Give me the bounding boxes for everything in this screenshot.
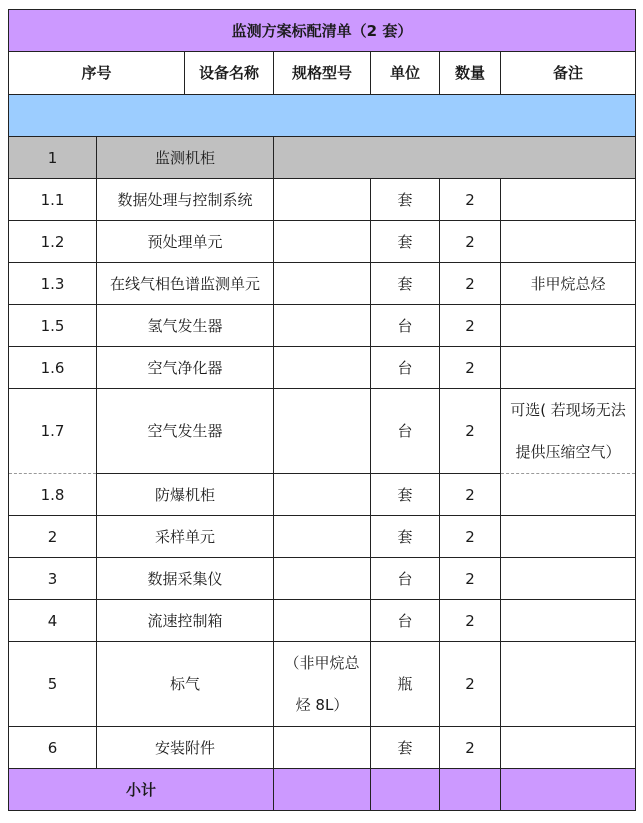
row-seq: 1.3 — [9, 263, 97, 305]
row-unit: 套 — [371, 516, 440, 558]
row-spec — [274, 179, 371, 221]
group-row — [9, 137, 636, 179]
row-spec — [274, 389, 371, 474]
row-note — [501, 727, 636, 769]
row-qty: 2 — [440, 179, 501, 221]
row-name: 空气净化器 — [97, 347, 274, 389]
row-name: 预处理单元 — [97, 221, 274, 263]
row-seq: 1.7 — [9, 389, 97, 474]
row-seq: 2 — [9, 516, 97, 558]
row-note — [501, 516, 636, 558]
table-row — [9, 179, 636, 221]
header-name: 设备名称 — [185, 52, 274, 95]
row-qty: 2 — [440, 558, 501, 600]
row-spec-line2: 烃 8L） — [295, 696, 349, 714]
row-unit: 套 — [371, 263, 440, 305]
row-note — [501, 558, 636, 600]
header-note: 备注 — [501, 52, 636, 95]
row-note — [501, 642, 636, 727]
subtotal-unit — [371, 769, 440, 811]
row-qty: 2 — [440, 347, 501, 389]
subtotal-note — [501, 769, 636, 811]
row-name: 数据采集仪 — [97, 558, 274, 600]
row-unit: 套 — [371, 221, 440, 263]
row-name: 空气发生器 — [97, 389, 274, 474]
row-spec — [274, 642, 371, 727]
row-note — [501, 305, 636, 347]
row-spec — [274, 263, 371, 305]
equipment-table — [8, 9, 636, 811]
header-seq: 序号 — [9, 52, 185, 95]
row-name: 采样单元 — [97, 516, 274, 558]
row-name: 数据处理与控制系统 — [97, 179, 274, 221]
table-row — [9, 221, 636, 263]
row-unit: 台 — [371, 305, 440, 347]
row-seq: 3 — [9, 558, 97, 600]
group-name: 监测机柜 — [97, 137, 274, 179]
table-row — [9, 600, 636, 642]
row-note — [501, 600, 636, 642]
row-qty: 2 — [440, 642, 501, 727]
row-name: 流速控制箱 — [97, 600, 274, 642]
header-unit: 单位 — [371, 52, 440, 95]
title-row — [9, 10, 636, 52]
subtotal-spec — [274, 769, 371, 811]
blue-spacer-row — [9, 95, 636, 137]
row-spec — [274, 727, 371, 769]
row-name: 防爆机柜 — [97, 474, 274, 516]
table-row — [9, 642, 636, 727]
row-note-line1: 可选( 若现场无法 — [510, 401, 626, 419]
table-row — [9, 516, 636, 558]
row-spec — [274, 516, 371, 558]
row-name: 氢气发生器 — [97, 305, 274, 347]
table-row — [9, 347, 636, 389]
row-qty: 2 — [440, 474, 501, 516]
row-seq: 1.2 — [9, 221, 97, 263]
row-name: 安装附件 — [97, 727, 274, 769]
row-unit: 套 — [371, 474, 440, 516]
row-seq: 4 — [9, 600, 97, 642]
row-seq: 6 — [9, 727, 97, 769]
header-spec: 规格型号 — [274, 52, 371, 95]
header-row — [9, 52, 636, 95]
row-qty: 2 — [440, 221, 501, 263]
group-empty — [274, 137, 636, 179]
row-seq: 5 — [9, 642, 97, 727]
row-note — [501, 179, 636, 221]
table-row — [9, 474, 636, 516]
row-name: 标气 — [97, 642, 274, 727]
row-seq: 1.1 — [9, 179, 97, 221]
row-unit: 套 — [371, 727, 440, 769]
row-qty: 2 — [440, 305, 501, 347]
row-spec — [274, 600, 371, 642]
blue-spacer-cell — [9, 95, 636, 137]
group-seq: 1 — [9, 137, 97, 179]
table-title: 监测方案标配清单（2 套） — [9, 10, 636, 52]
row-spec-line1: （非甲烷总 — [284, 654, 360, 672]
row-spec — [274, 305, 371, 347]
row-unit: 瓶 — [371, 642, 440, 727]
row-note — [501, 389, 636, 474]
row-unit: 台 — [371, 558, 440, 600]
row-spec — [274, 221, 371, 263]
row-spec — [274, 347, 371, 389]
table-row — [9, 305, 636, 347]
row-note — [501, 221, 636, 263]
row-qty: 2 — [440, 727, 501, 769]
row-note: 非甲烷总烃 — [501, 263, 636, 305]
row-note — [501, 347, 636, 389]
row-qty: 2 — [440, 263, 501, 305]
row-qty: 2 — [440, 600, 501, 642]
table-row — [9, 389, 636, 474]
row-seq: 1.6 — [9, 347, 97, 389]
row-note — [501, 474, 636, 516]
header-qty: 数量 — [440, 52, 501, 95]
row-unit: 套 — [371, 179, 440, 221]
row-qty: 2 — [440, 389, 501, 474]
row-note-line2: 提供压缩空气） — [515, 443, 621, 461]
table-row — [9, 558, 636, 600]
equipment-list — [8, 9, 635, 811]
table-row — [9, 727, 636, 769]
subtotal-qty — [440, 769, 501, 811]
row-unit: 台 — [371, 389, 440, 474]
row-name: 在线气相色谱监测单元 — [97, 263, 274, 305]
row-spec — [274, 558, 371, 600]
row-seq: 1.8 — [9, 474, 97, 516]
subtotal-row — [9, 769, 636, 811]
row-qty: 2 — [440, 516, 501, 558]
row-unit: 台 — [371, 347, 440, 389]
row-seq: 1.5 — [9, 305, 97, 347]
subtotal-label: 小计 — [9, 769, 274, 811]
row-unit: 台 — [371, 600, 440, 642]
table-row — [9, 263, 636, 305]
row-spec — [274, 474, 371, 516]
